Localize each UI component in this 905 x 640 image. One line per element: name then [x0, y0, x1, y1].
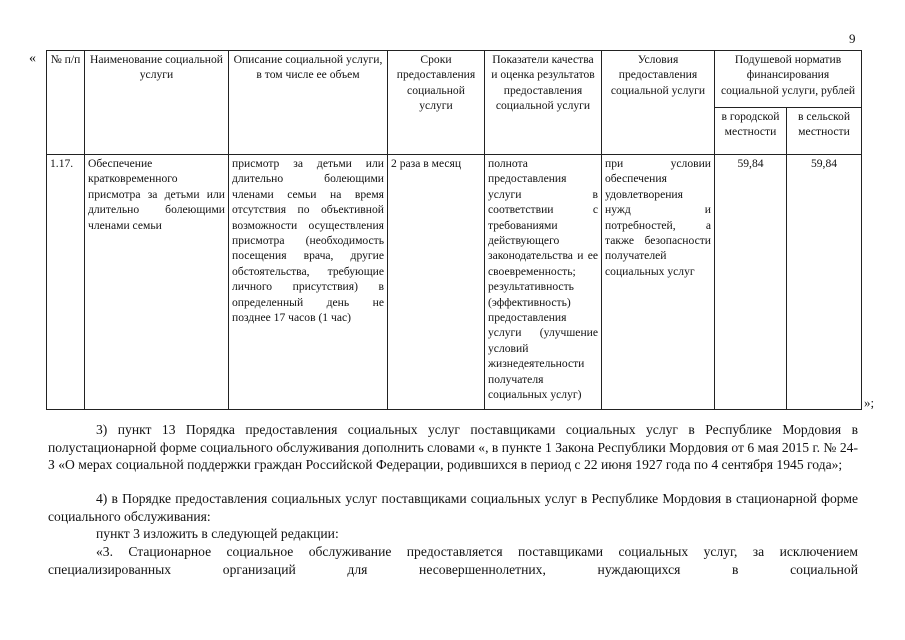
page-number: 9 [849, 31, 856, 46]
paragraph-item-3: 3) пункт 13 Порядка предоставления социальных услуг поставщиками социальных услуг в Республике Мордовия в полустационарной форме социального обслуживания дополнить словами «, в пункте 1 Закона Республики Мордовия от 6 мая 2015 г. № 24-З «О мерах социальной поддержки граждан Российской Федерации, родившихся в период с 22 июня 1927 года по 4 сентября 1945 года»; [48, 422, 858, 473]
header-description: Описание социальной услуги, в том числе ее объем [229, 51, 388, 155]
header-funding-norm: Подушевой норматив финансирования социальной услуги, рублей [715, 51, 862, 108]
header-rural: в сельской местности [787, 108, 862, 155]
cell-service-name: Обеспечение кратковременного присмотра за детьми или длительно болеющими членами семьи [85, 155, 229, 410]
cell-quality-indicators: полнота предоставления услуги в соответствии с требованиями действующего законодательства и ее своевременность; результативность (эффективность) предоставления услуги (улучшение условий жизнедеятельности получателя социальных услуг) [485, 155, 602, 410]
header-service-name: Наименование социальной услуги [85, 51, 229, 155]
cell-terms: 2 раза в месяц [388, 155, 485, 410]
table-row [47, 155, 862, 410]
header-number: № п/п [47, 51, 85, 155]
header-terms: Сроки предоставления социальной услуги [388, 51, 485, 155]
cell-rural-norm: 59,84 [787, 155, 862, 410]
closing-quote: »; [864, 395, 875, 410]
cell-description: присмотр за детьми или длительно болеющими членами семьи на время отсутствия по объективной возможности осуществления присмотра (необходимость посещения врача, другие обстоятельства, требующие личного присутствия) в определенный день не позднее 17 часов (1 час) [229, 155, 388, 410]
social-services-table [46, 50, 862, 410]
cell-conditions: при условии обеспечения удовлетворения нужд и потребностей, а также безопасности получателей социальных услуг [602, 155, 715, 410]
table-header-row [47, 51, 862, 108]
header-conditions: Условия предоставления социальной услуги [602, 51, 715, 155]
opening-quote: « [29, 51, 36, 66]
paragraph-clause-3: пункт 3 изложить в следующей редакции: [96, 526, 339, 541]
paragraph-item-4: 4) в Порядке предоставления социальных услуг поставщиками социальных услуг в Республике Мордовия в стационарной форме социального обслуживания: [48, 491, 858, 524]
cell-number: 1.17. [47, 155, 85, 410]
header-quality-indicators: Показатели качества и оценка результатов предоставления социальной услуги [485, 51, 602, 155]
paragraph-new-clause-text: «3. Стационарное социальное обслуживание предоставляется поставщиками социальных услуг, за исключением специализированных организаций для несовершеннолетних, нуждающихся в социальной [48, 544, 858, 577]
header-urban: в городской местности [715, 108, 787, 155]
cell-urban-norm: 59,84 [715, 155, 787, 410]
